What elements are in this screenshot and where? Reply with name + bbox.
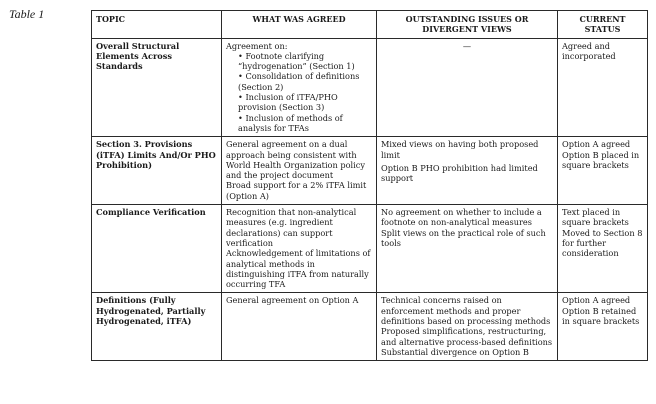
table-row	[92, 205, 648, 293]
table-header-row	[92, 11, 648, 39]
outstanding-text: Mixed views on having both proposed limit	[381, 139, 539, 160]
header-outstanding-issues: OUTSTANDING ISSUES OR DIVERGENT VIEWS	[377, 11, 558, 39]
table-row	[92, 38, 648, 137]
outstanding-text: Technical concerns raised on enforcement methods and proper definitions based on processing methods	[381, 295, 551, 327]
list-item: • Inclusion of iTFA/PHO provision (Section 3)	[238, 92, 372, 113]
header-current-status: CURRENT STATUS	[558, 11, 648, 39]
outstanding-text: Proposed simplifications, restructuring, and alternative process-based definitions	[381, 326, 553, 347]
list-item: • Footnote clarifying “hydrogenation” (Section 1)	[238, 51, 372, 72]
list-item: • Consolidation of definitions (Section 2)	[238, 71, 372, 92]
outstanding-text: Split views on the practical role of such tools	[381, 227, 546, 248]
table-caption: Table 1	[9, 7, 45, 21]
agreed-cell	[222, 38, 377, 137]
agreed-cell: General agreement on Option A	[222, 293, 377, 361]
agreement-table	[91, 10, 648, 361]
agreed-cell	[222, 137, 377, 205]
agreed-intro: Agreement on:	[226, 40, 288, 51]
agreed-text: Recognition that non-analytical measures (e.g. ingredient declarations) can support verification	[226, 207, 357, 248]
outstanding-cell: —	[377, 38, 558, 137]
topic-cell: Overall Structural Elements Across Standards	[92, 38, 222, 137]
agreed-text: General agreement on a dual approach being consistent with World Health Organization policy and the project document	[226, 139, 365, 181]
outstanding-cell	[377, 137, 558, 205]
list-item: • Inclusion of methods of analysis for TFAs	[238, 113, 372, 134]
topic-cell: Compliance Verification	[92, 205, 222, 293]
status-cell: Option A agreed Option B placed in square brackets	[558, 137, 648, 205]
agreed-text: Acknowledgement of limitations of analytical methods in distinguishing iTFA from naturally occurring TFA	[226, 248, 371, 290]
table-row	[92, 293, 648, 361]
status-text: Text placed in square brackets	[562, 207, 629, 228]
outstanding-text: No agreement on whether to include a footnote on non-analytical measures	[381, 207, 542, 228]
table-row	[92, 137, 648, 205]
header-topic: TOPIC	[92, 11, 222, 39]
topic-cell: Definitions (Fully Hydrogenated, Partially Hydrogenated, iTFA)	[92, 293, 222, 361]
status-text: Moved to Section 8 for further consideration	[562, 227, 643, 259]
outstanding-cell	[377, 205, 558, 293]
header-what-was-agreed: WHAT WAS AGREED	[222, 11, 377, 39]
agreed-list	[226, 51, 372, 133]
agreed-text: Broad support for a 2% iTFA limit (Option A)	[226, 180, 367, 201]
outstanding-cell	[377, 293, 558, 361]
agreed-cell	[222, 205, 377, 293]
outstanding-text: Option B PHO prohibition had limited support	[381, 162, 538, 184]
status-cell	[558, 205, 648, 293]
outstanding-text: Substantial divergence on Option B	[381, 346, 529, 357]
status-cell: Agreed and incorporated	[558, 38, 648, 137]
topic-cell: Section 3. Provisions (iTFA) Limits And/Or PHO Prohibition)	[92, 137, 222, 205]
status-cell: Option A agreed Option B retained in square brackets	[558, 293, 648, 361]
